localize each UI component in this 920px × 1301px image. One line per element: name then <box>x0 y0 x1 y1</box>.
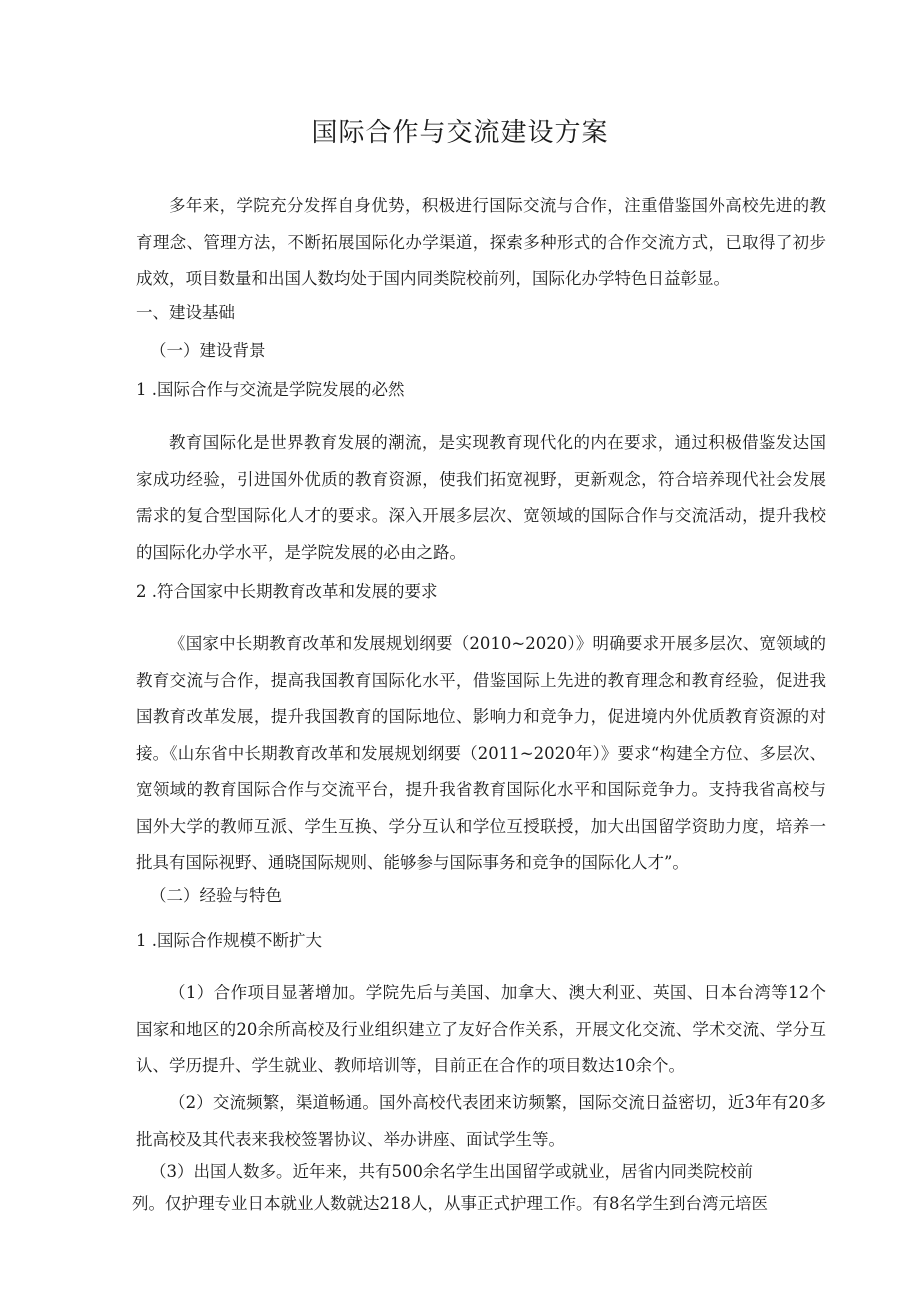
point-3-line-2: 列。仅护理专业日本就业人数就达218人，从事正式护理工作。有8名学生到台湾元培医 <box>132 1194 768 1213</box>
point-1-paragraph: （1）合作项目显著增加。学院先后与美国、加拿大、澳大利亚、英国、日本台湾等12个国家和地区的20余所高校及行业组织建立了友好合作关系，开展文化交流、学术交流、学分互认、学历提升、学生就业、教师培训等，目前正在合作的项目数达10余个。 <box>136 983 826 1075</box>
section-heading-foundation: 一、建设基础 <box>136 303 235 322</box>
intro-paragraph: 多年来，学院充分发挥自身优势，积极进行国际交流与合作，注重借鉴国外高校先进的教育理念、管理方法，不断拓展国际化办学渠道，探索多种形式的合作交流方式，已取得了初步成效，项目数量和出国人数均处于国内同类院校前列，国际化办学特色日益彰显。 <box>136 196 826 288</box>
item-heading-national-plan: 2 .符合国家中长期教育改革和发展的要求 <box>136 582 438 601</box>
item-heading-necessity: 1 .国际合作与交流是学院发展的必然 <box>136 380 405 399</box>
point-3-line-1: （3）出国人数多。近年来，共有500余名学生出国留学或就业，居省内同类院校前 <box>150 1162 753 1181</box>
document-title: 国际合作与交流建设方案 <box>311 118 609 148</box>
national-plan-paragraph: 《国家中长期教育改革和发展规划纲要（2010~2020）》明确要求开展多层次、宽领域的教育交流与合作，提高我国教育国际化水平，借鉴国际上先进的教育理念和教育经验，促进我国教育改革发展，提升我国教育的国际地位、影响力和竞争力，促进境内外优质教育资源的对接。《山东省中长期教育改革和发展规划纲要（2011~2020年）》要求“构建全方位、多层次、宽领域的教育国际合作与交流平台，提升我省教育国际化水平和国际竞争力。支持我省高校与国外大学的教师互派、学生互换、学分互认和学位互授联授，加大出国留学资助力度，培养一批具有国际视野、通晓国际规则、能够参与国际事务和竞争的国际化人才”。 <box>136 634 826 872</box>
item-heading-scale: 1 .国际合作规模不断扩大 <box>136 931 322 950</box>
necessity-paragraph: 教育国际化是世界教育发展的潮流，是实现教育现代化的内在要求，通过积极借鉴发达国家成功经验，引进国外优质的教育资源，使我们拓宽视野，更新观念，符合培养现代社会发展需求的复合型国际化人才的要求。深入开展多层次、宽领域的国际合作与交流活动，提升我校的国际化办学水平，是学院发展的必由之路。 <box>136 433 826 562</box>
subsection-heading-background: （一）建设背景 <box>150 341 266 360</box>
point-2-paragraph: （2）交流频繁，渠道畅通。国外高校代表团来访频繁，国际交流日益密切，近3年有20多批高校及其代表来我校签署协议、举办讲座、面试学生等。 <box>136 1093 826 1149</box>
subsection-heading-experience: （二）经验与特色 <box>150 886 282 905</box>
